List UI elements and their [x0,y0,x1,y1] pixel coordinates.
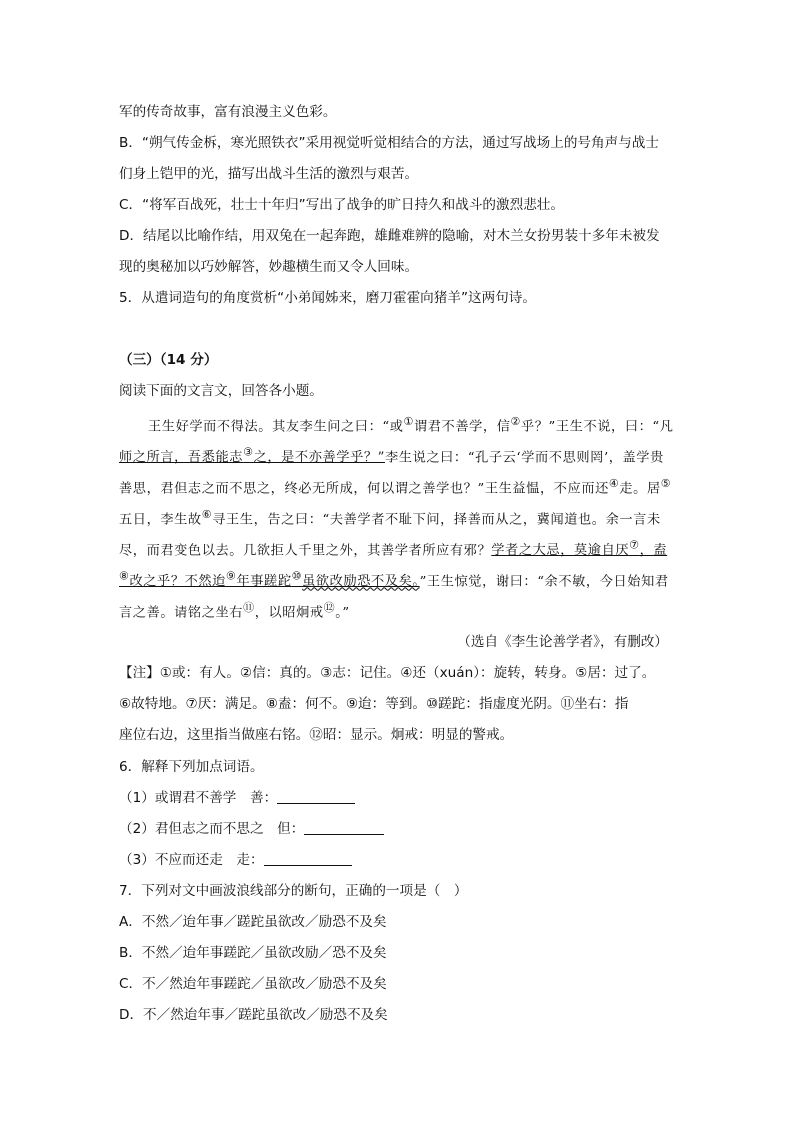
answer-blank[interactable] [277,789,355,804]
notes-line-2: ⑥故特地。⑦厌：满足。⑧盍：何不。⑨迨：等到。⑩蹉跎：指虚度光阴。⑪坐右：指 [119,696,629,712]
underlined-sentence [119,446,385,466]
question-7-stem: 7．下列对文中画波浪线部分的断句，正确的一项是（ ） [119,883,468,899]
footnote-mark: ⑩ [291,570,303,583]
section-heading: （三）（14 分） [119,352,218,368]
passage-line-7 [119,598,350,623]
notes-line-3: 座位右边，这里指当做座右铭。⑫昭：显示。炯戒：明显的警戒。 [119,727,514,743]
q4-option-b-line1: B．“朔气传金柝，寒光照铁衣”采用视觉听觉相结合的方法，通过写战场上的号角声与战士 [119,135,659,151]
passage-line-4 [119,505,661,530]
answer-blank[interactable] [264,851,352,866]
footnote-mark: ① [403,415,414,428]
passage-text: ，盍 [639,543,668,559]
passage-text: 谓君不善学，信 [413,419,511,435]
footnote-mark: ③ [243,446,254,459]
footnote-mark: ⑪ [243,601,255,614]
question-6-item-2 [119,819,384,839]
passage-text: 五日，李生故 [119,512,202,528]
item-text: （2）君但志之而不思之 但： [119,821,305,837]
footnote-mark: ② [510,415,521,428]
footnote-mark: ⑧ [119,570,130,583]
footnote-mark: ⑫ [323,601,336,614]
footnote-mark: ⑨ [225,570,237,583]
question-5: 5．从遣词造句的角度赏析“小弟闻姊来，磨刀霍霍向猪羊”这两句诗。 [119,290,536,306]
answer-blank[interactable] [304,820,384,835]
underlined-sentence [119,570,420,590]
underlined-sentence [491,539,668,559]
section-instruction: 阅读下面的文言文，回答各小题。 [119,383,323,399]
question-7-option-d: D．不／然迨年事／蹉跎虽欲改／励恐不及矣 [119,1007,388,1023]
question-6-item-1 [119,788,355,808]
question-6-stem: 6．解释下列加点词语。 [119,759,264,775]
passage-line-2 [119,443,664,468]
passage-text: 李生说之曰：“孔子云‘学而不思则罔’，盖学贵 [385,450,664,466]
q4-option-b-line2: 们身上铠甲的光，描写出战斗生活的激烈与艰苦。 [119,166,419,182]
passage-line-5 [119,536,667,561]
passage-text: 学者之大忌，莫逾自厌 [491,543,630,559]
q4-option-d-line2: 现的奥秘加以巧妙解答，妙趣横生而又令人回味。 [119,259,419,275]
q4-option-d-line1: D．结尾以比喻作结，用双兔在一起奔跑，雄雌难辨的隐喻，对木兰女扮男装十多年未被发 [119,228,660,244]
q4-option-a-tail: 军的传奇故事，富有浪漫主义色彩。 [119,104,337,120]
passage-text: 言之善。请铭之坐右 [119,605,244,621]
passage-text: 之，是不亦善学乎？” [253,450,385,466]
passage-line-6 [119,567,669,592]
passage-text: 走。居 [619,481,661,497]
passage-text: 尽，而君变色以去。几欲拒人千里之外，其善学者所应有邪？ [119,543,492,559]
passage-text: 乎？”王生不说，曰：“凡 [520,419,674,435]
passage-text: ，以昭炯戒 [254,605,324,621]
passage-text: 寻王生，告之曰：“夫善学者不耻下问，择善而从之，冀闻道也。余一言未 [212,512,661,528]
passage-text: 王生好学而不得法。其友李生问之曰：“或 [148,419,404,435]
footnote-mark: ⑥ [201,508,213,521]
question-7-option-b: B．不然／迨年事蹉跎／虽欲改励／恐不及矣 [119,945,387,961]
passage-text: 师之所言，吾悉能志 [119,450,244,466]
item-text: （1）或谓君不善学 善： [119,790,278,806]
question-7-option-a: A．不然／迨年事／蹉跎虽欲改／励恐不及矣 [119,914,387,930]
wavy-underlined-text: 虽欲改励恐不及矣。 [302,574,420,590]
passage-line-1 [148,412,674,437]
footnote-mark: ⑤ [660,477,672,490]
footnote-mark: ⑦ [629,539,640,552]
footnote-mark: ④ [608,477,620,490]
passage-text: ”王生惊觉，谢曰：“余不敏，今日始知君 [419,574,669,590]
passage-source: （选自《李生论善学者》，有删改） [457,634,668,650]
passage-text: 改之乎？不然迨 [129,574,226,590]
notes-line-1: 【注】①或：有人。②信：真的。③志：记住。④还（xuán）：旋转，转身。⑤居：过了。 [119,665,656,681]
question-7-option-c: C．不／然迨年事蹉跎／虽欲改／励恐不及矣 [119,976,387,992]
passage-text: 善思，君但志之而不思之，终必无所成，何以谓之善学也？”王生益愠，不应而还 [119,481,609,497]
passage-text: 年事蹉跎 [236,574,292,590]
question-6-item-3 [119,850,352,870]
passage-text: 。” [335,605,350,621]
q4-option-c: C．“将军百战死，壮士十年归”写出了战争的旷日持久和战斗的激烈悲壮。 [119,197,564,213]
item-text: （3）不应而还走 走： [119,852,264,868]
passage-line-3 [119,474,671,499]
